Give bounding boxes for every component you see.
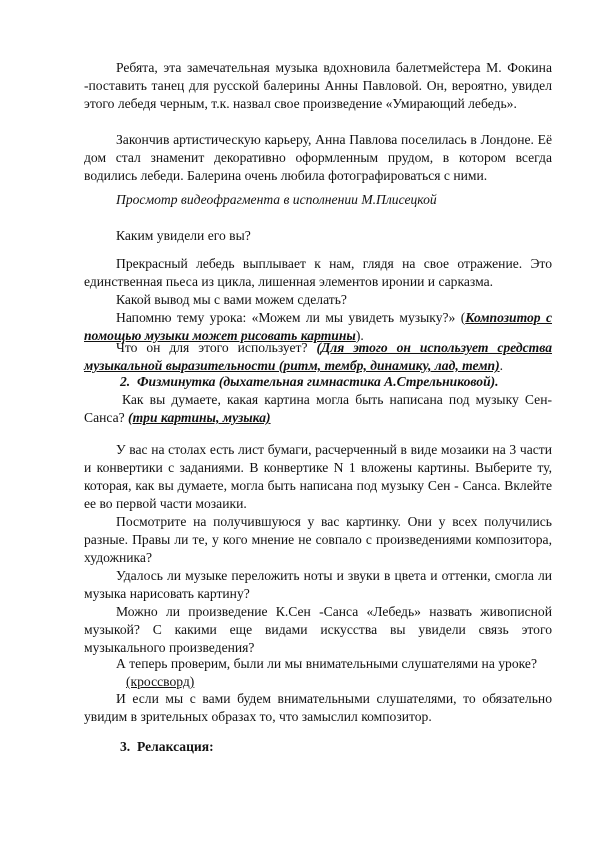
paragraph-mosaic: У вас на столах есть лист бумаги, расчерченный в виде мозаики на 3 части и конвертики с заданиями. В конвертике N 1 вложены картины. Выберите ту, которая, как вы думаете, могла быть написана под музыку Сен - Санса. Вклейте ее во первой части мозаики.	[84, 442, 552, 511]
crossword-label	[126, 673, 326, 691]
paragraph-check: А теперь проверим, были ли мы внимательными слушателями на уроке?	[116, 656, 537, 671]
question-conclusion: Какой вывод мы с вами можем сделать?	[116, 292, 347, 307]
section-2-heading	[120, 373, 552, 391]
section-2-title: Физминутка (дыхательная гимнастика А.Стрельниковой).	[137, 374, 499, 389]
paragraph-pavlova: Закончив артистическую карьеру, Анна Павлова поселилась в Лондоне. Её дом стал знаменит декоративно оформленным прудом, в котором всегда водились лебеди. Балерина очень любила фотографироваться с ними.	[84, 132, 552, 183]
means-lead: Что он для этого использует?	[116, 340, 317, 355]
paragraph-look-picture: Посмотрите на получившуюся у вас картинку. Они у всех получились разные. Правы ли те, у кого мнение не совпало с произведениями композитора, художника?	[84, 514, 552, 565]
means-tail: .	[499, 358, 504, 373]
question-how-seen: Каким увидели его вы?	[116, 228, 251, 243]
paragraph-picturesque-music: Можно ли произведение К.Сен -Санса «Лебедь» назвать живописной музыкой? С какими еще видами искусства вы увидели связь этого музыкального произведения?	[84, 604, 552, 655]
crossword-text: (кроссворд)	[126, 674, 195, 689]
video-heading: Просмотр видеофрагмента в исполнении М.Плисецкой	[116, 192, 437, 207]
section-2-number: 2.	[120, 374, 131, 389]
topic-answer: Композитор с помощью музыки может рисовать картины	[84, 310, 552, 343]
paragraph-means	[84, 339, 552, 375]
picture-question-lead: Как вы думаете, какая картина могла быть написана под музыку Сен-Санса?	[84, 392, 552, 425]
section-3-number: 3.	[120, 739, 131, 754]
paragraph-music-colors: Удалось ли музыке переложить ноты и звуки в цвета и оттенки, смогла ли музыка нарисовать картину?	[84, 568, 552, 601]
section-3-heading	[120, 738, 552, 756]
section-3-title: Релаксация:	[137, 739, 214, 754]
topic-tail: ).	[355, 328, 364, 343]
topic-lead: Напомню тему урока: «Можем ли мы увидеть музыку?» (	[116, 310, 466, 325]
paragraph-picture-question	[84, 391, 552, 427]
paragraph-swan: Прекрасный лебедь выплывает к нам, глядя на свое отражение. Это единственная пьеса из цикла, лишенная элементов иронии и сарказма.	[84, 256, 552, 289]
picture-question-answer: (три картины, музыка)	[128, 410, 271, 425]
means-answer: (Для этого он использует средства музыкальной выразительности (ритм, тембр, динамику, лад, темп)	[84, 340, 553, 373]
paragraph-attentive: И если мы с вами будем внимательными слушателями, то обязательно увидим в зрительных образах то, что замыслил композитор.	[84, 691, 552, 724]
paragraph-fokine: Ребята, эта замечательная музыка вдохновила балетмейстера М. Фокина -поставить танец для русской балерины Анны Павловой. Он, вероятно, увидел этого лебедя черным, т.к. назвал свое произведение «Умирающий лебедь».	[84, 60, 552, 111]
